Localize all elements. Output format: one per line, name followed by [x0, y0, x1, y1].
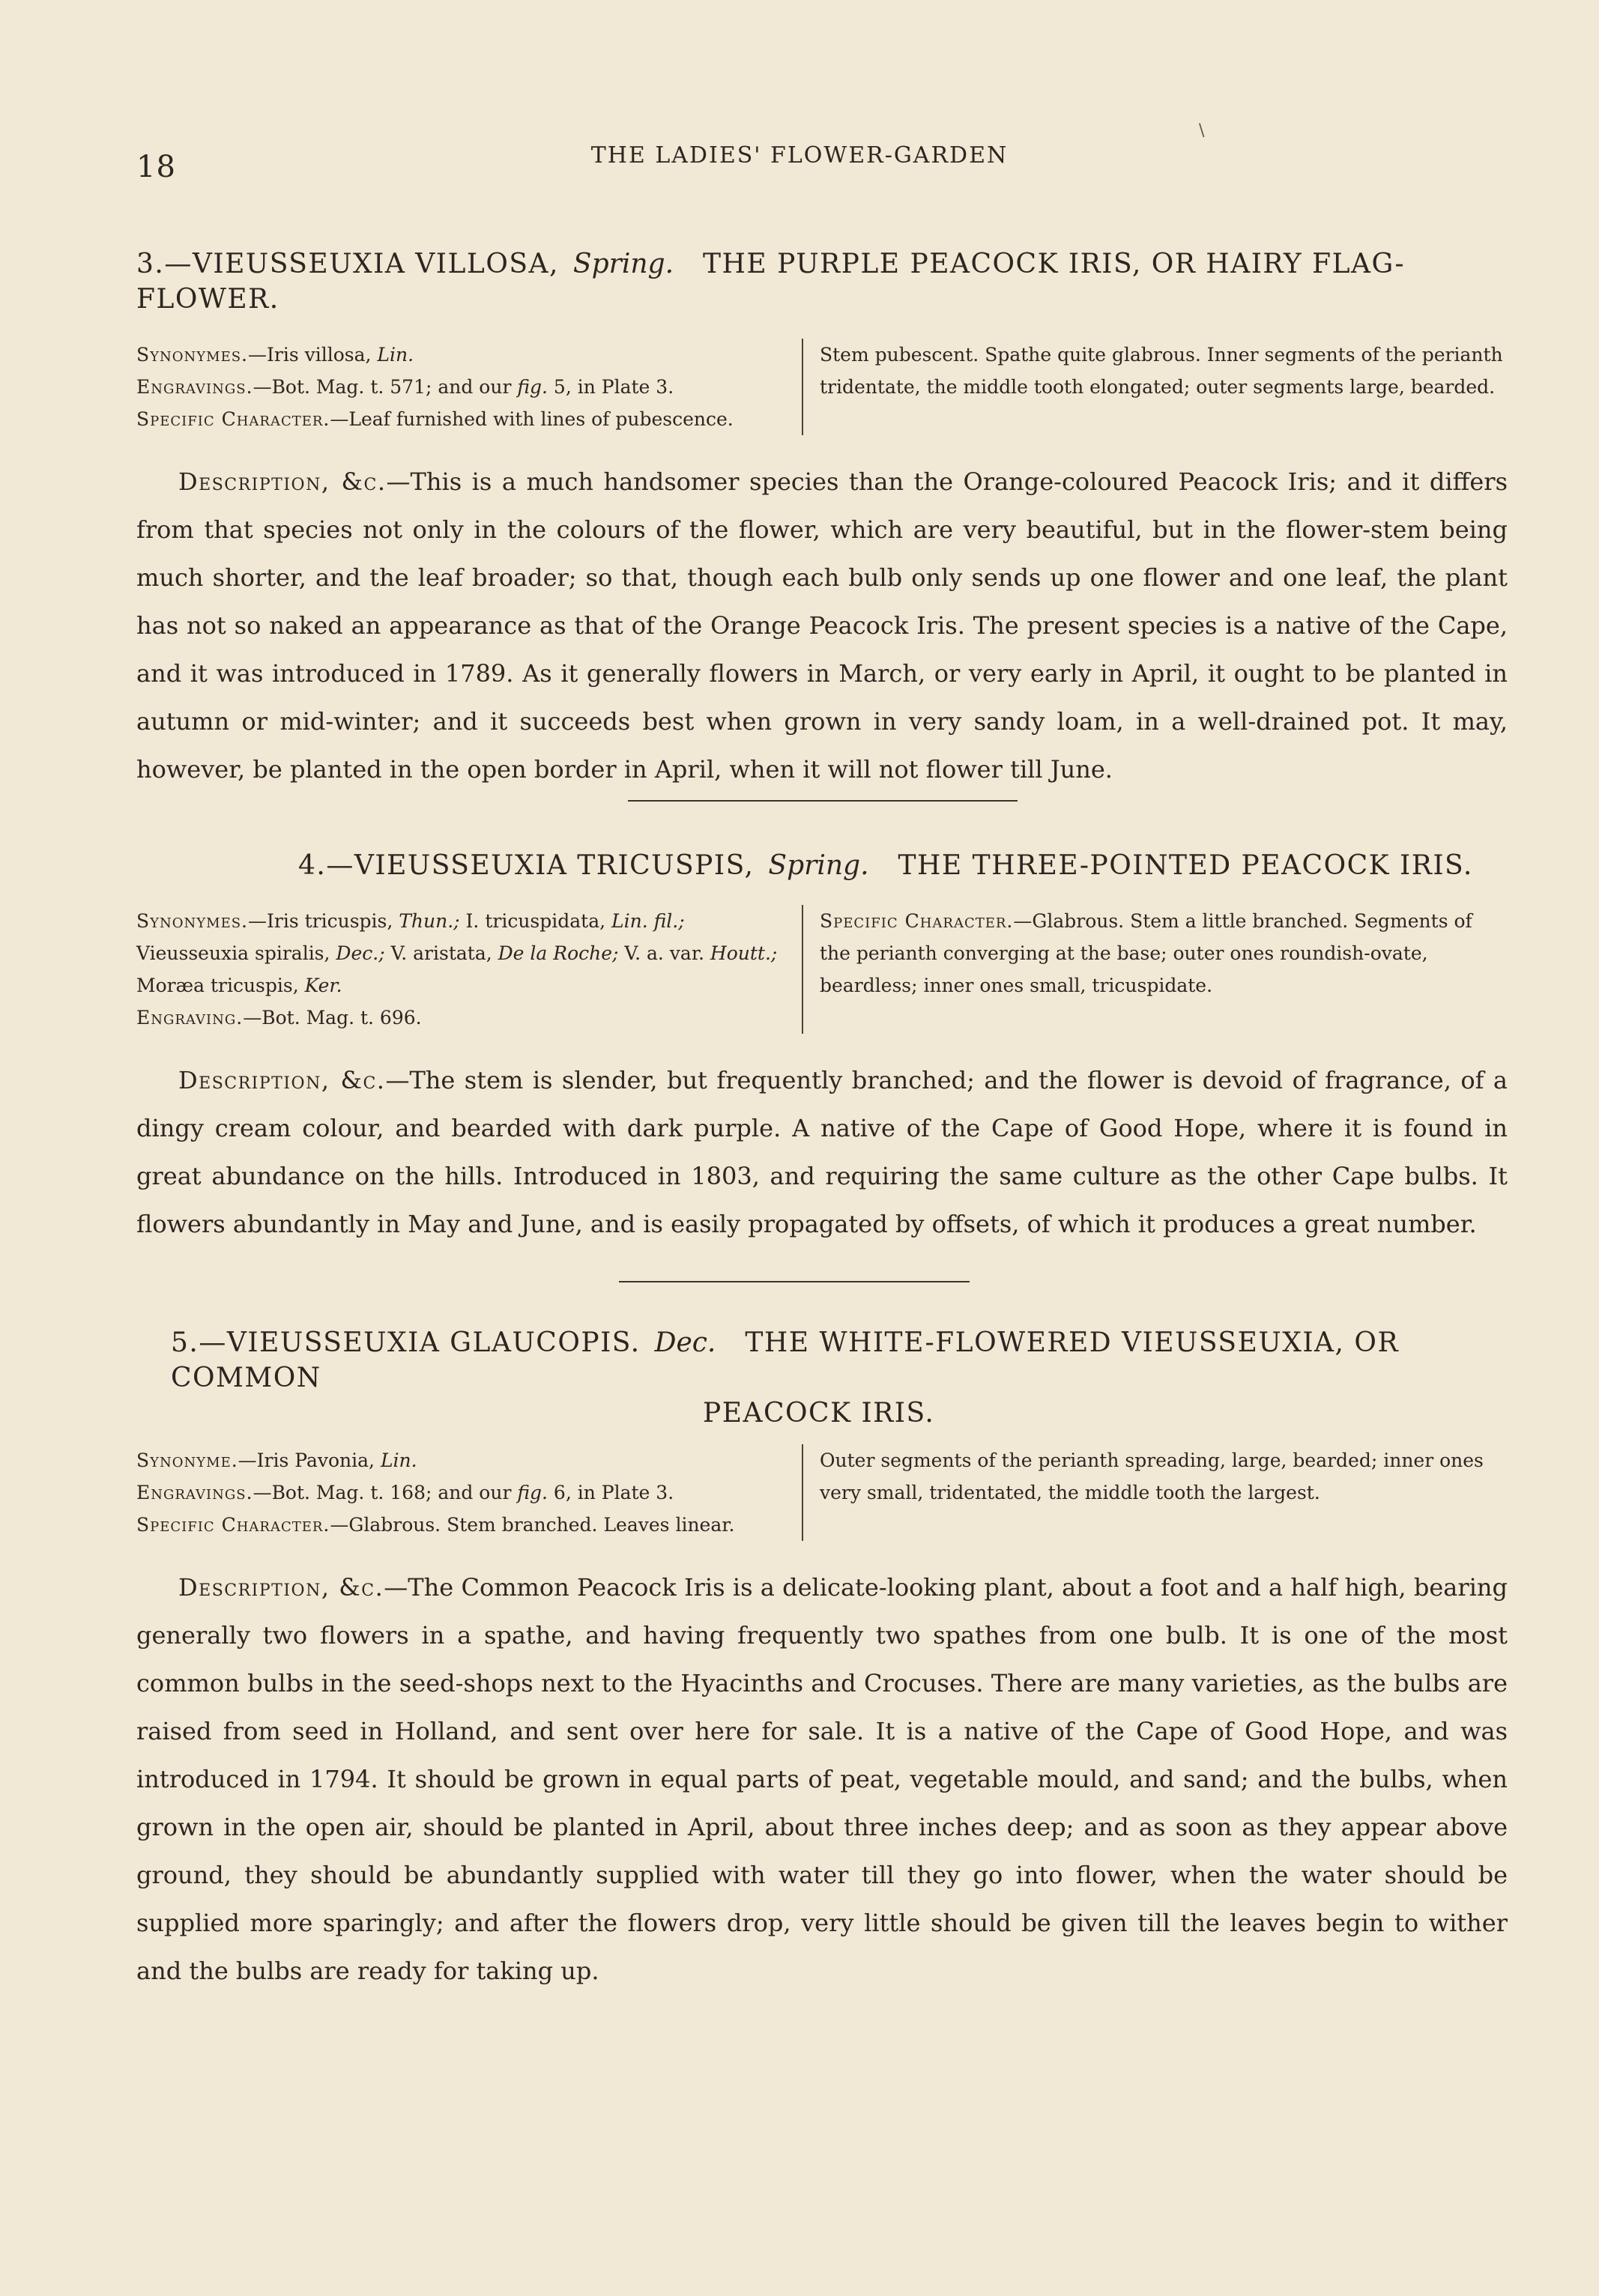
entry-number: 3. — [136, 249, 165, 279]
latin-name: VIEUSSEUXIA GLAUCOPIS. — [226, 1327, 641, 1358]
latin-name: VIEUSSEUXIA TRICUSPIS, — [354, 850, 755, 881]
page-number: 18 — [136, 150, 176, 184]
description-paragraph — [136, 1563, 1508, 1995]
season: Spring. — [572, 249, 674, 279]
season: Spring. — [768, 850, 869, 881]
entry-title: 4.—VIEUSSEUXIA TRICUSPIS, Spring. THE THREE-POINTED PEACOCK IRIS. — [298, 850, 1473, 881]
entry-number: 4. — [298, 850, 327, 881]
common-name: THE WHITE-FLOWERED VIEUSSEUXIA, OR COMMON — [171, 1327, 1400, 1393]
common-name: THE PURPLE PEACOCK IRIS, OR HAIRY FLAG-FLOWER. — [136, 249, 1406, 315]
specific-character-line: Specific Character.—Glabrous. Stem branched. Leaves linear. — [136, 1514, 735, 1536]
entry-meta — [136, 339, 1508, 435]
description-paragraph — [136, 458, 1508, 793]
stray-mark: \ — [1199, 121, 1205, 140]
engraving-line: Engraving.—Bot. Mag. t. 696. — [136, 1006, 422, 1029]
specific-character-line: Specific Character.—Leaf furnished with lines of pubescence. — [136, 408, 734, 430]
section-divider — [619, 1281, 970, 1282]
entry-meta — [136, 905, 1508, 1034]
entry-vieusseuxia-tricuspis — [136, 849, 1508, 1248]
section-divider — [628, 800, 1018, 802]
entry-title: 3.—VIEUSSEUXIA VILLOSA, Spring. THE PURPLE PEACOCK IRIS, OR HAIRY FLAG-FLOWER. — [136, 249, 1406, 315]
entry-vieusseuxia-glaucopis — [136, 1326, 1508, 1995]
synonymy-column — [136, 339, 802, 435]
entry-vieusseuxia-villosa — [136, 247, 1508, 793]
engravings-line: Engravings.—Bot. Mag. t. 168; and our fig. 6, in Plate 3. — [136, 1482, 674, 1504]
description-label: Description, &c. — [178, 467, 387, 496]
character-column: Outer segments of the perianth spreading, large, bearded; inner ones very small, tridentated, the middle tooth the largest. — [802, 1444, 1508, 1541]
description-label: Description, &c. — [178, 1065, 386, 1094]
latin-name: VIEUSSEUXIA VILLOSA, — [192, 249, 559, 279]
description-paragraph — [136, 1056, 1508, 1248]
entry-title: 5.—VIEUSSEUXIA GLAUCOPIS. Dec. THE WHITE-FLOWERED VIEUSSEUXIA, OR COMMON PEACOCK IRIS. — [136, 1326, 1508, 1431]
synonymy-column: Synonymes.—Iris tricuspis, Thun.; I. tricuspidata, Lin. fil.; Vieusseuxia spiralis, Dec.; V. aristata, De la Roche; V. a. var. Houtt.; Moræa tricuspis, Ker. Engraving.—Bot. Mag. t. 696. — [136, 905, 802, 1034]
description-text: —The Common Peacock Iris is a delicate-looking plant, about a foot and a half high, bearing generally two flowers in a spathe, and having frequently two spathes from one bulb. It is one of the most common bulbs in the seed-shops next to the Hyacinths and Crocuses. There are many varieties, as the bulbs are raised from seed in Holland, and sent over here for sale. It is a native of the Cape of Good Hope, and was introduced in 1794. It should be grown in equal parts of peat, vegetable mould, and sand; and the bulbs, when grown in the open air, should be planted in April, about three inches deep; and as soon as they appear above ground, they should be abundantly supplied with water till they go into flower, when the water should be supplied more sparingly; and after the flowers drop, very little should be given till the leaves begin to wither and the bulbs are ready for taking up. — [136, 1573, 1508, 1986]
common-name-continued: PEACOCK IRIS. — [703, 1397, 935, 1429]
entry-meta — [136, 1444, 1508, 1541]
description-label: Description, &c. — [178, 1573, 384, 1602]
description-text: —The stem is slender, but frequently branched; and the flower is devoid of fragrance, of a dingy cream colour, and bearded with dark purple. A native of the Cape of Good Hope, where it is found in great abundance on the hills. Introduced in 1803, and requiring the same culture as the other Cape bulbs. It flowers abundantly in May and June, and is easily propagated by offsets, of which it produces a great number. — [136, 1065, 1508, 1238]
synonymes-line: Synonymes.—Iris villosa, Lin. — [136, 343, 414, 366]
entry-number: 5. — [171, 1327, 199, 1358]
common-name: THE THREE-POINTED PEACOCK IRIS. — [898, 850, 1473, 881]
season: Dec. — [654, 1327, 716, 1358]
running-title: THE LADIES' FLOWER-GARDEN — [590, 142, 1009, 169]
synonymy-column — [136, 1444, 802, 1541]
engravings-line: Engravings.—Bot. Mag. t. 571; and our fig. 5, in Plate 3. — [136, 375, 674, 398]
character-column: Specific Character.—Glabrous. Stem a little branched. Segments of the perianth converging at the base; outer ones roundish-ovate, beardless; inner ones small, tricuspidate. — [802, 905, 1508, 1034]
character-column: Stem pubescent. Spathe quite glabrous. Inner segments of the perianth tridentate, the middle tooth elongated; outer segments large, bearded. — [802, 339, 1508, 435]
description-text: —This is a much handsomer species than the Orange-coloured Peacock Iris; and it differs from that species not only in the colours of the flower, which are very beautiful, but in the flower-stem being much shorter, and the leaf broader; so that, though each bulb only sends up one flower and one leaf, the plant has not so naked an appearance as that of the Orange Peacock Iris. The present species is a native of the Cape, and it was introduced in 1789. As it generally flowers in March, or very early in April, it ought to be planted in autumn or mid-winter; and it succeeds best when grown in very sandy loam, in a well-drained pot. It may, however, be planted in the open border in April, when it will not flower till June. — [136, 467, 1508, 784]
synonyme-line: Synonyme.—Iris Pavonia, Lin. — [136, 1450, 417, 1472]
